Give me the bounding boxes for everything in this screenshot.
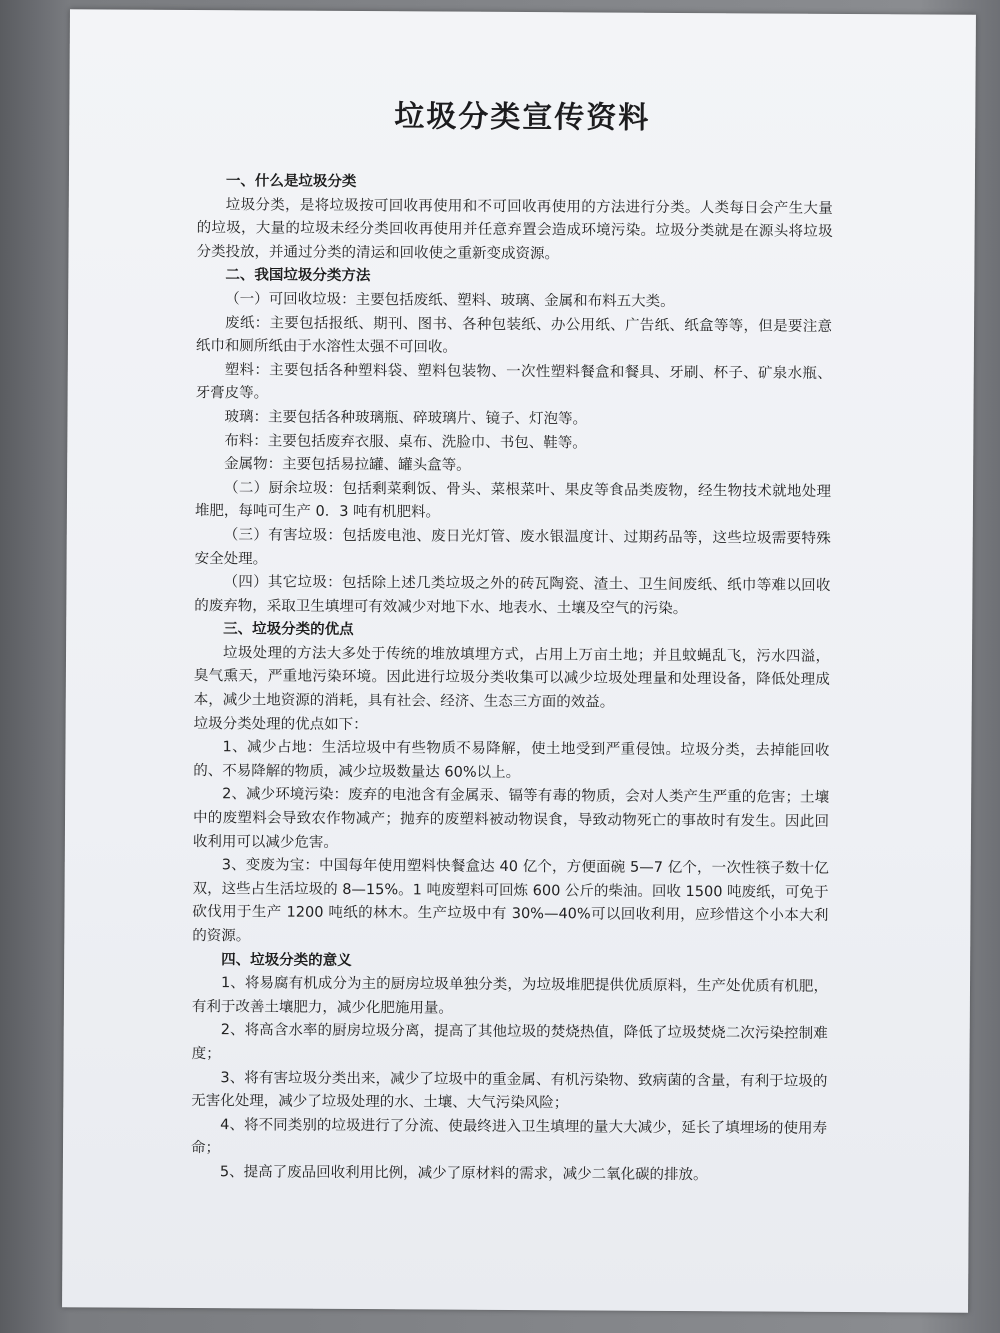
paragraph: 2、减少环境污染：废弃的电池含有金属汞、镉等有毒的物质，会对人类产生严重的危害；土壤中的废塑料会导致农作物减产；抛弃的废塑料被动物误食，导致动物死亡的事故时有发生。因此回收利用可以减少危害。 (192, 786, 830, 851)
paragraph: 5、提高了废品回收利用比例，减少了原材料的需求，减少二氧化碳的排放。 (219, 1164, 708, 1184)
paragraph: 布料：主要包括废弃衣服、桌布、洗脸巾、书包、鞋等。 (224, 432, 587, 451)
paragraph: 1、将易腐有机成分为主的厨房垃圾单独分类，为垃圾堆肥提供优质原料，生产处优质有机肥，有利于改善土壤肥力，减少化肥施用量。 (191, 975, 829, 1017)
paper-sheet (62, 9, 976, 1313)
paragraph: 3、将有害垃圾分类出来，减少了垃圾中的重金属、有机污染物、致病菌的含量，有利于垃圾的无害化处理，减少了垃圾处理的水、土壤、大气污染风险； (191, 1069, 828, 1112)
paragraph: 2、将高含水率的厨房垃圾分离，提高了其他垃圾的焚烧热值，降低了垃圾焚烧二次污染控制难度； (191, 1022, 828, 1063)
paragraph: （一）可回收垃圾：主要包括废纸、塑料、玻璃、金属和布料五大类。 (225, 291, 675, 310)
paragraph: 塑料：主要包括各种塑料袋、塑料包装物、一次性塑料餐盒和餐具、牙刷、杯子、矿泉水瓶、牙膏皮等。 (195, 361, 832, 402)
paragraph: 垃圾分类，是将垃圾按可回收再使用和不可回收再使用的方法进行分类。人类每日会产生大量的垃圾，大量的垃圾未经分类回收再使用并任意弃置会造成环境污染。垃圾分类就是在源头将垃圾分类投放，并通过分类的清运和回收使之重新变成资源。 (196, 196, 833, 263)
document-title: 垃圾分类宣传资料 (394, 99, 651, 136)
paragraph: （三）有害垃圾：包括废电池、废日光灯管、废水银温度计、过期药品等，这些垃圾需要特殊安全处理。 (194, 527, 831, 567)
paragraph: 3、变废为宝：中国每年使用塑料快餐盒达 40 亿个，方便面碗 5—7 亿个，一次性筷子数十亿双，这些占生活垃圾的 8—15%。1 吨废塑料可回炼 600 公斤的柴油。回收 1500 吨废纸，可免于砍伐用于生产 1200 吨纸的林木。生产垃圾中有 30%—40%可以回收利用，应珍惜这个小本大利的资源。 (192, 857, 829, 945)
paragraph: 1、减少占地：生活垃圾中有些物质不易降解，使土地受到严重侵蚀。垃圾分类，去掉能回收的、不易降解的物质，减少垃圾数量达 60%以上。 (193, 739, 830, 781)
section-heading: 三、垃圾分类的优点 (223, 621, 354, 639)
document-body (191, 170, 833, 1188)
section-heading: 一、什么是垃圾分类 (225, 173, 357, 190)
paragraph: （四）其它垃圾：包括除上述几类垃圾之外的砖瓦陶瓷、渣土、卫生间废纸、纸巾等难以回收的废弃物，采取卫生填埋可有效减少对地下水、地表水、土壤及空气的污染。 (194, 574, 831, 617)
paragraph: 玻璃：主要包括各种玻璃瓶、碎玻璃片、镜子、灯泡等。 (224, 409, 588, 428)
paragraph: 金属物：主要包括易拉罐、罐头盒等。 (224, 456, 471, 474)
paragraph: 4、将不同类别的垃圾进行了分流、使最终进入卫生填埋的量大大减少，延长了填埋场的使用寿命； (190, 1116, 828, 1157)
paragraph: 垃圾处理的方法大多处于传统的堆放填埋方式，占用上万亩土地；并且蚊蝇乱飞，污水四溢，臭气熏天，严重地污染环境。因此进行垃圾分类收集可以减少垃圾处理量和处理设备，降低处理成本，减少土地资源的消耗，具有社会、经济、生态三方面的效益。 (193, 645, 831, 711)
paragraph: 垃圾分类处理的优点如下： (193, 715, 368, 733)
section-heading: 二、我国垃圾分类方法 (225, 267, 371, 285)
paragraph: 废纸：主要包括报纸、期刊、图书、各种包装纸、办公用纸、广告纸、纸盒等等，但是要注意纸巾和厕所纸由于水溶性太强不可回收。 (195, 314, 833, 356)
section-heading: 四、垃圾分类的意义 (221, 951, 352, 969)
paragraph: （二）厨余垃圾：包括剩菜剩饭、骨头、菜根菜叶、果皮等食品类废物，经生物技术就地处理堆肥，每吨可生产 0．3 吨有机肥料。 (194, 479, 832, 521)
